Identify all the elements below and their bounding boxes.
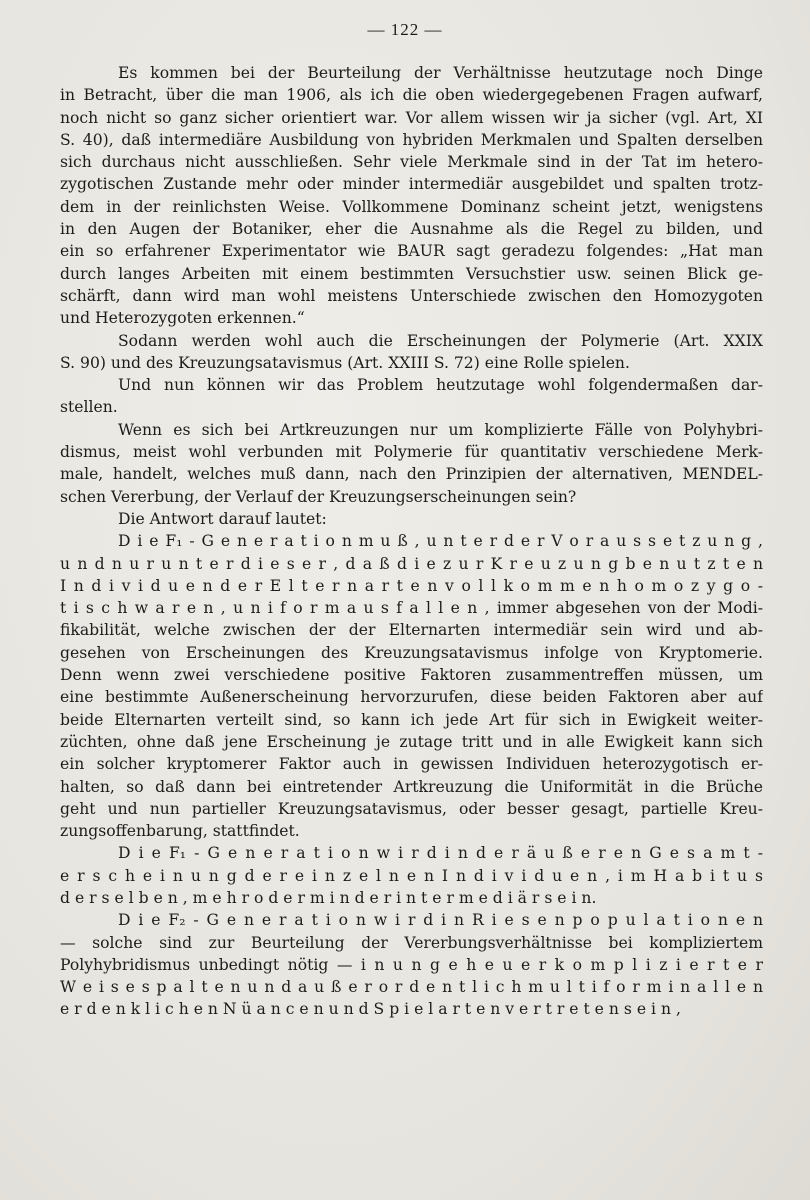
text-line: schärft, dann wird man wohl meistens Unterschiede zwischen den Homozygoten (60, 286, 763, 305)
text-line: eine bestimmte Außenerscheinung hervorzurufen, diese beiden Faktoren aber auf (60, 688, 763, 707)
text-line: halten, so daß dann bei eintretender Artkreuzung die Uniformität in die Brüche (60, 777, 763, 796)
text-line: — solche sind zur Beurteilung der Vererbungsverhältnisse bei kompliziertem (60, 933, 763, 952)
text-line: Denn wenn zwei verschiedene positive Faktoren zusammentreffen müssen, um (60, 666, 763, 685)
text-line: schen Vererbung, der Verlauf der Kreuzungserscheinungen sein? (60, 487, 577, 506)
text-line: gesehen von Erscheinungen des Kreuzungsatavismus infolge von Kryptomerie. (60, 643, 763, 662)
text-line: zygotischen Zustande mehr oder minder intermediär ausgebildet und spalten trotz- (60, 175, 763, 194)
text-line: I n d i v i d u e n d e r E l t e r n a r t e n v o l l k o m m e n h o m o z y g o - (60, 576, 763, 595)
text-line: Und nun können wir das Problem heutzutage wohl folgendermaßen dar- (118, 376, 763, 395)
text-line: Sodann werden wohl auch die Erscheinungen der Polymerie (Art. XXIX (118, 331, 763, 350)
text-line: S. 40), daß intermediäre Ausbildung von hybriden Merkmalen und Spalten derselben (60, 130, 763, 149)
text-line: u n d n u r u n t e r d i e s e r , d a ß d i e z u r K r e u z u n g b e n u t z t e n (60, 554, 763, 573)
text-line: S. 90) und des Kreuzungsatavismus (Art. XXIII S. 72) eine Rolle spielen. (60, 353, 630, 372)
text-line: fikabilität, welche zwischen der der Elternarten intermediär sein wird und ab- (60, 621, 763, 640)
text-line: D i e F₁ - G e n e r a t i o n m u ß , u n t e r d e r V o r a u s s e t z u n g , (118, 532, 763, 551)
text-line: t i s c h w a r e n , u n i f o r m a u s f a l l e n , immer abgesehen von der Modi- (60, 599, 763, 618)
paragraph (60, 419, 763, 508)
text-line: e r d e n k l i c h e n N ü a n c e n u n d S p i e l a r t e n v e r t r e t e n s e i n , (60, 1000, 681, 1019)
text-line: und Heterozygoten erkennen.“ (60, 309, 305, 328)
text-line: ein solcher kryptomerer Faktor auch in gewissen Individuen heterozygotisch er- (60, 755, 763, 774)
text-line: Die Antwort darauf lautet: (118, 509, 327, 528)
paragraph (60, 374, 763, 419)
text-line: Es kommen bei der Beurteilung der Verhältnisse heutzutage noch Dinge (118, 64, 763, 82)
text-line: in Betracht, über die man 1906, als ich die oben wiedergegebenen Fragen aufwarf, (60, 86, 763, 105)
text-line: durch langes Arbeiten mit einem bestimmten Versuchstier usw. seinen Blick ge- (60, 264, 763, 283)
paragraph (60, 530, 763, 842)
text-line: beide Elternarten verteilt sind, so kann ich jede Art für sich in Ewigkeit weiter- (60, 710, 763, 729)
text-line: stellen. (60, 398, 118, 417)
text-line: Wenn es sich bei Artkreuzungen nur um komplizierte Fälle von Polyhybri- (118, 420, 763, 439)
text-line: male, handelt, welches muß dann, nach den Prinzipien der alternativen, MENDEL- (60, 465, 763, 484)
paragraph (60, 842, 763, 909)
text-line: züchten, ohne daß jene Erscheinung je zutage tritt und in alle Ewigkeit kann sich (60, 732, 763, 751)
text-line: sich durchaus nicht ausschließen. Sehr viele Merkmale sind in der Tat im hetero- (60, 153, 763, 172)
paragraph (60, 909, 763, 1020)
text-line: zungsoffenbarung, stattfindet. (60, 822, 300, 841)
paragraph (60, 508, 763, 530)
text-line: D i e F₂ - G e n e r a t i o n w i r d i n R i e s e n p o p u l a t i o n e n (118, 911, 763, 930)
text-line: D i e F₁ - G e n e r a t i o n w i r d i n d e r ä u ß e r e n G e s a m t - (118, 844, 763, 863)
body-text (60, 62, 763, 1021)
paragraph (60, 62, 763, 330)
text-line: dem in der reinlichsten Weise. Vollkommene Dominanz scheint jetzt, wenigstens (60, 197, 763, 216)
text-line: W e i s e s p a l t e n u n d a u ß e r o r d e n t l i c h m u l t i f o r m i n a l l e n (60, 978, 763, 997)
text-line: in den Augen der Botaniker, eher die Ausnahme als die Regel zu bilden, und (60, 220, 763, 239)
page-number: — 122 — (367, 20, 443, 39)
text-line: noch nicht so ganz sicher orientiert war. Vor allem wissen wir ja sicher (vgl. Art, XI (60, 108, 763, 127)
text-line: d e r s e l b e n , m e h r o d e r m i n d e r i n t e r m e d i ä r s e i n. (60, 888, 597, 907)
text-line: geht und nun partieller Kreuzungsatavismus, oder besser gesagt, partielle Kreu- (60, 799, 763, 818)
text-line: Polyhybridismus unbedingt nötig — i n u n g e h e u e r k o m p l i z i e r t e r (60, 955, 763, 974)
text-line: ein so erfahrener Experimentator wie BAUR sagt geradezu folgendes: „Hat man (60, 242, 763, 261)
text-line: dismus, meist wohl verbunden mit Polymerie für quantitativ verschiedene Merk- (60, 443, 763, 462)
text-line: e r s c h e i n u n g d e r e i n z e l n e n I n d i v i d u e n , i m H a b i t u s (60, 866, 763, 885)
paragraph (60, 330, 763, 375)
